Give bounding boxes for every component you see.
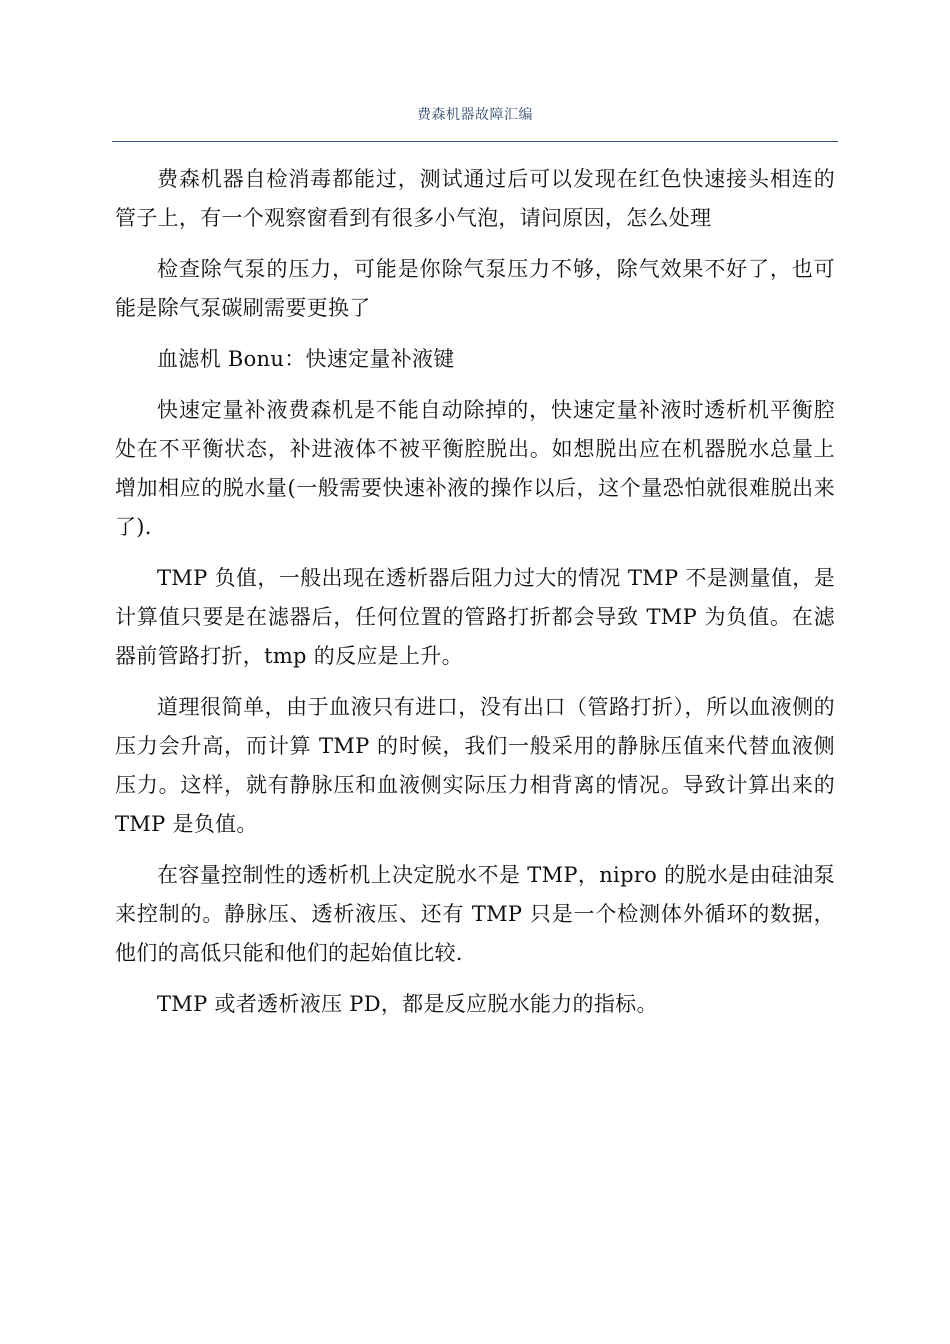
paragraph-tmp-negative: TMP 负值，一般出现在透析器后阻力过大的情况 TMP 不是测量值，是计算值只要是在滤器后，任何位置的管路打折都会导致 TMP 为负值。在滤器前管路打折，tmp 的反应是上升。 (115, 566, 835, 668)
paragraph-volume-control: 在容量控制性的透析机上决定脱水不是 TMP，nipro 的脱水是由硅油泵来控制的。静脉压、透析液压、还有 TMP 只是一个检测体外循环的数据，他们的高低只能和他们的起始值比较. (115, 863, 835, 965)
paragraph-answer: 检查除气泵的压力，可能是你除气泵压力不够，除气效果不好了，也可能是除气泵碳刷需要更换了 (115, 257, 835, 320)
header-divider (112, 141, 838, 142)
paragraph-subheading: 血滤机 Bonu：快速定量补液键 (157, 347, 455, 371)
paragraph-explanation: 道理很简单，由于血液只有进口，没有出口（管路打折），所以血液侧的压力会升高，而计算 TMP 的时候，我们一般采用的静脉压值来代替血液侧压力。这样，就有静脉压和血液侧实际压力相背离的情况。导致计算出来的 TMP 是负值。 (115, 695, 835, 836)
document-body (115, 160, 835, 1036)
running-header: 费森机器故障汇编 (417, 107, 533, 123)
paragraph-question: 费森机器自检消毒都能过，测试通过后可以发现在红色快速接头相连的管子上，有一个观察窗看到有很多小气泡，请问原因，怎么处理 (115, 167, 835, 230)
paragraph-rapid-infusion: 快速定量补液费森机是不能自动除掉的，快速定量补液时透析机平衡腔处在不平衡状态，补进液体不被平衡腔脱出。如想脱出应在机器脱水总量上增加相应的脱水量(一般需要快速补液的操作以后，这个量恐怕就很难脱出来了). (115, 398, 835, 539)
paragraph-tmp-indicator: TMP 或者透析液压 PD，都是反应脱水能力的指标。 (157, 992, 658, 1016)
